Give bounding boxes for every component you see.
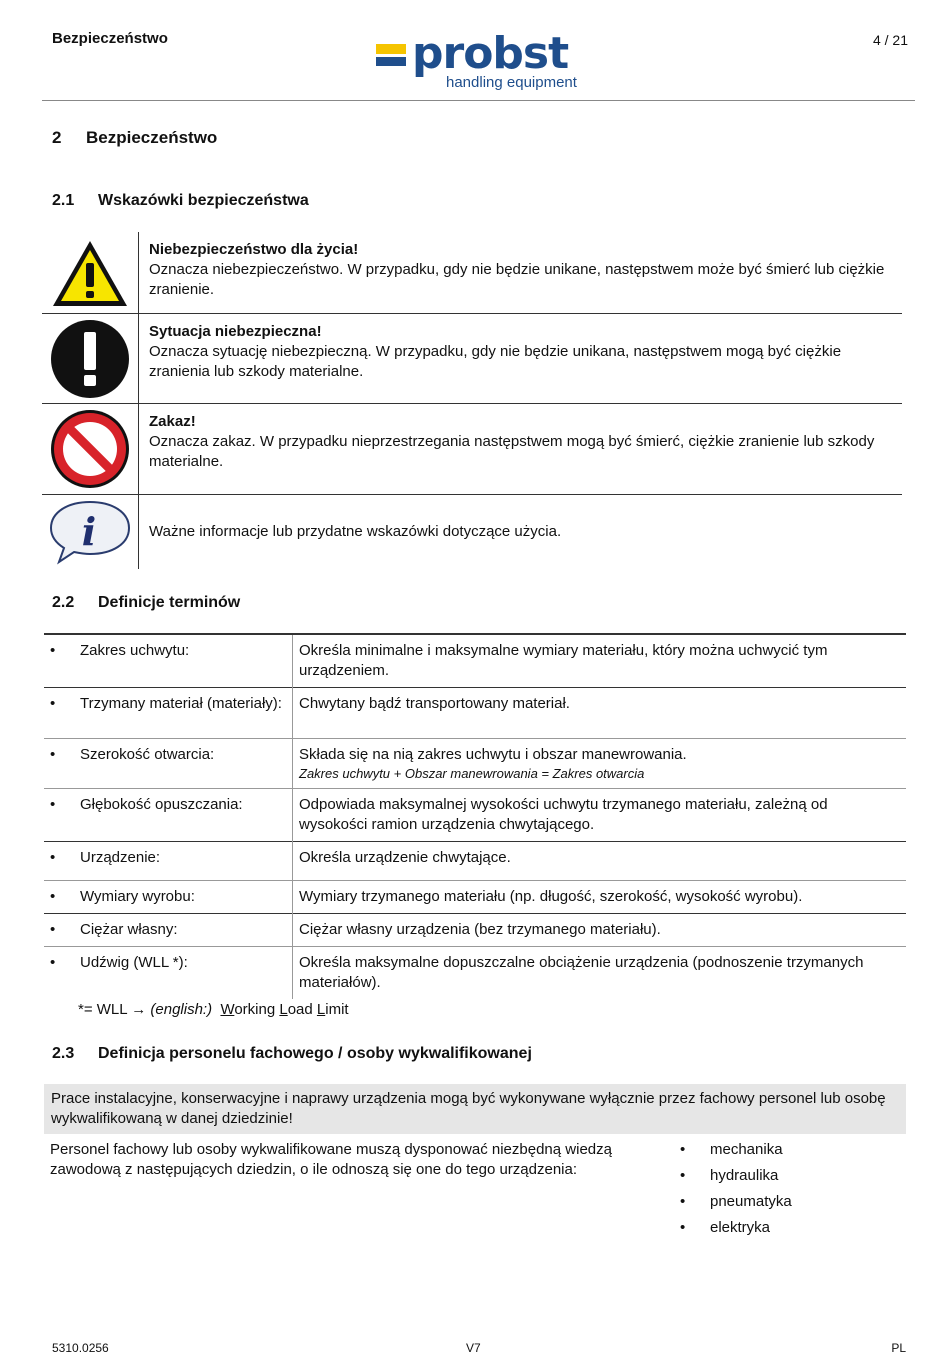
safety-row-title: Niebezpieczeństwo dla życia!: [149, 241, 359, 258]
wll-letter: L: [279, 1001, 288, 1018]
definition-text: Określa minimalne i maksymalne wymiary materiału, który można uchwycić tym urządzeniem.: [299, 642, 828, 679]
list-item: • hydraulika: [680, 1166, 792, 1192]
safety-row-hazard: [42, 314, 902, 404]
warning-triangle-icon: [42, 232, 139, 313]
svg-text:i: i: [81, 509, 97, 554]
header-title: Bezpieczeństwo: [52, 30, 168, 47]
term-cell: • Szerokość otwarcia:: [44, 739, 293, 789]
subsection-heading-2-2: [52, 594, 240, 612]
safety-row-description: Ważne informacje lub przydatne wskazówki dotyczące użycia.: [149, 523, 562, 540]
subsection-heading-2-1: [52, 192, 309, 210]
qualification-notice: Prace instalacyjne, konserwacyjne i naprawy urządzenia mogą być wykonywane wyłącznie przez fachowy personel lub osobę wykwalifikowaną w danej dziedzinie!: [44, 1084, 906, 1134]
probst-logo: [376, 28, 596, 96]
table-row: [44, 688, 906, 739]
safety-row-description: Oznacza niebezpieczeństwo. W przypadku, gdy nie będzie unikane, następstwem może być śmierć lub ciężkie zranienie.: [149, 261, 885, 298]
table-row: [44, 634, 906, 688]
table-row: [44, 739, 906, 789]
definition-cell: [293, 789, 907, 842]
logo-blue-bar: [376, 57, 406, 66]
definition-text: Składa się na nią zakres uchwytu i obszar manewrowania.: [299, 746, 687, 763]
section-number: 2: [52, 128, 62, 147]
safety-row-prohibition: [42, 404, 902, 495]
definition-text: Odpowiada maksymalnej wysokości uchwytu trzymanego materiału, zależną od wysokości ramion urządzenia chwytającego.: [299, 796, 828, 833]
arrow-right-icon: →: [131, 1001, 147, 1018]
list-item: • mechanika: [680, 1140, 792, 1166]
term-cell: • Ciężar własny:: [44, 914, 293, 947]
wll-word-rest: imit: [325, 1001, 349, 1018]
safety-row-danger: [42, 232, 902, 314]
table-row: [44, 842, 906, 881]
safety-row-text: [139, 314, 902, 403]
definition-cell: [293, 881, 907, 914]
table-row: [44, 947, 906, 1000]
list-item: • pneumatyka: [680, 1192, 792, 1218]
term-cell: • Trzymany materiał (materiały):: [44, 688, 293, 739]
definition-cell: [293, 634, 907, 688]
safety-row-text: [139, 404, 902, 494]
safety-row-title: Sytuacja niebezpieczna!: [149, 323, 322, 340]
table-row: [44, 789, 906, 842]
section-title: Bezpieczeństwo: [86, 128, 218, 147]
term-cell: • Zakres uchwytu:: [44, 634, 293, 688]
definition-text: Chwytany bądź transportowany materiał.: [299, 695, 570, 712]
term-cell: • Urządzenie:: [44, 842, 293, 881]
footer-language: PL: [891, 1341, 906, 1355]
definition-text: Określa urządzenie chwytające.: [299, 849, 511, 866]
safety-notes-table: [42, 232, 902, 569]
terms-table: [44, 633, 906, 999]
wll-language: (english:): [150, 1001, 213, 1018]
wll-letter: L: [316, 1001, 326, 1018]
definition-text: Określa maksymalne dopuszczalne obciążenie urządzenia (podnoszenie trzymanych materiałów).: [299, 954, 864, 991]
safety-row-text: [139, 514, 571, 550]
safety-row-description: Oznacza sytuację niebezpieczną. W przypadku, gdy nie będzie unikana, następstwem mogą być ciężkie zranienia lub szkody materialne.: [149, 343, 842, 380]
qualification-paragraph: Personel fachowy lub osoby wykwalifikowane muszą dysponować niezbędną wiedzą zawodową z następujących dziedzin, o ile odnoszą się one do tego urządzenia:: [50, 1141, 612, 1178]
subsection-title: Definicja personelu fachowego / osoby wykwalifikowanej: [98, 1045, 532, 1062]
subsection-heading-2-3: [52, 1045, 532, 1063]
definition-text: Ciężar własny urządzenia (bez trzymanego materiału).: [299, 921, 661, 938]
subsection-number: 2.1: [52, 192, 75, 209]
wll-footnote: [78, 1001, 349, 1018]
definition-cell: [293, 688, 907, 739]
footer-version: V7: [466, 1341, 481, 1355]
section-heading: [52, 128, 217, 148]
term-cell: • Głębokość opuszczania:: [44, 789, 293, 842]
logo-tagline: handling equipment: [446, 74, 577, 91]
wll-word-rest: oad: [287, 1001, 317, 1018]
safety-row-text: [139, 232, 902, 313]
term-cell: • Wymiary wyrobu:: [44, 881, 293, 914]
exclamation-circle-icon: [42, 314, 139, 403]
footer-doc-number: 5310.0256: [52, 1341, 109, 1355]
wll-word-rest: orking: [234, 1001, 280, 1018]
list-item: • elektryka: [680, 1218, 792, 1244]
term-cell: • Udźwig (WLL *):: [44, 947, 293, 1000]
definition-cell: [293, 914, 907, 947]
subsection-title: Wskazówki bezpieczeństwa: [98, 192, 309, 209]
subsection-number: 2.2: [52, 594, 75, 611]
safety-row-info: [42, 495, 902, 569]
logo-yellow-bar: [376, 44, 406, 54]
subsection-number: 2.3: [52, 1045, 75, 1062]
page-number: 4 / 21: [872, 32, 908, 48]
wll-prefix: *= WLL: [78, 1001, 128, 1018]
definition-cell: [293, 947, 907, 1000]
header-divider: [42, 100, 915, 101]
subsection-title: Definicje terminów: [98, 594, 241, 611]
safety-row-description: Oznacza zakaz. W przypadku nieprzestrzegania następstwem mogą być śmierć, ciężkie zranienie lub szkody materialne.: [149, 433, 875, 470]
table-row: [44, 881, 906, 914]
logo-wordmark: probst: [412, 28, 569, 79]
fields-list: [680, 1140, 792, 1244]
definition-text: Wymiary trzymanego materiału (np. długość, szerokość, wysokość wyrobu).: [299, 888, 803, 905]
table-row: [44, 914, 906, 947]
prohibition-icon: [42, 404, 139, 494]
info-bubble-icon: [42, 495, 139, 569]
safety-row-title: Zakaz!: [149, 413, 196, 430]
definition-cell: [293, 739, 907, 789]
definition-cell: [293, 842, 907, 881]
wll-letter: W: [220, 1001, 235, 1018]
definition-formula: Zakres uchwytu + Obszar manewrowania = Zakres otwarcia: [299, 766, 645, 781]
